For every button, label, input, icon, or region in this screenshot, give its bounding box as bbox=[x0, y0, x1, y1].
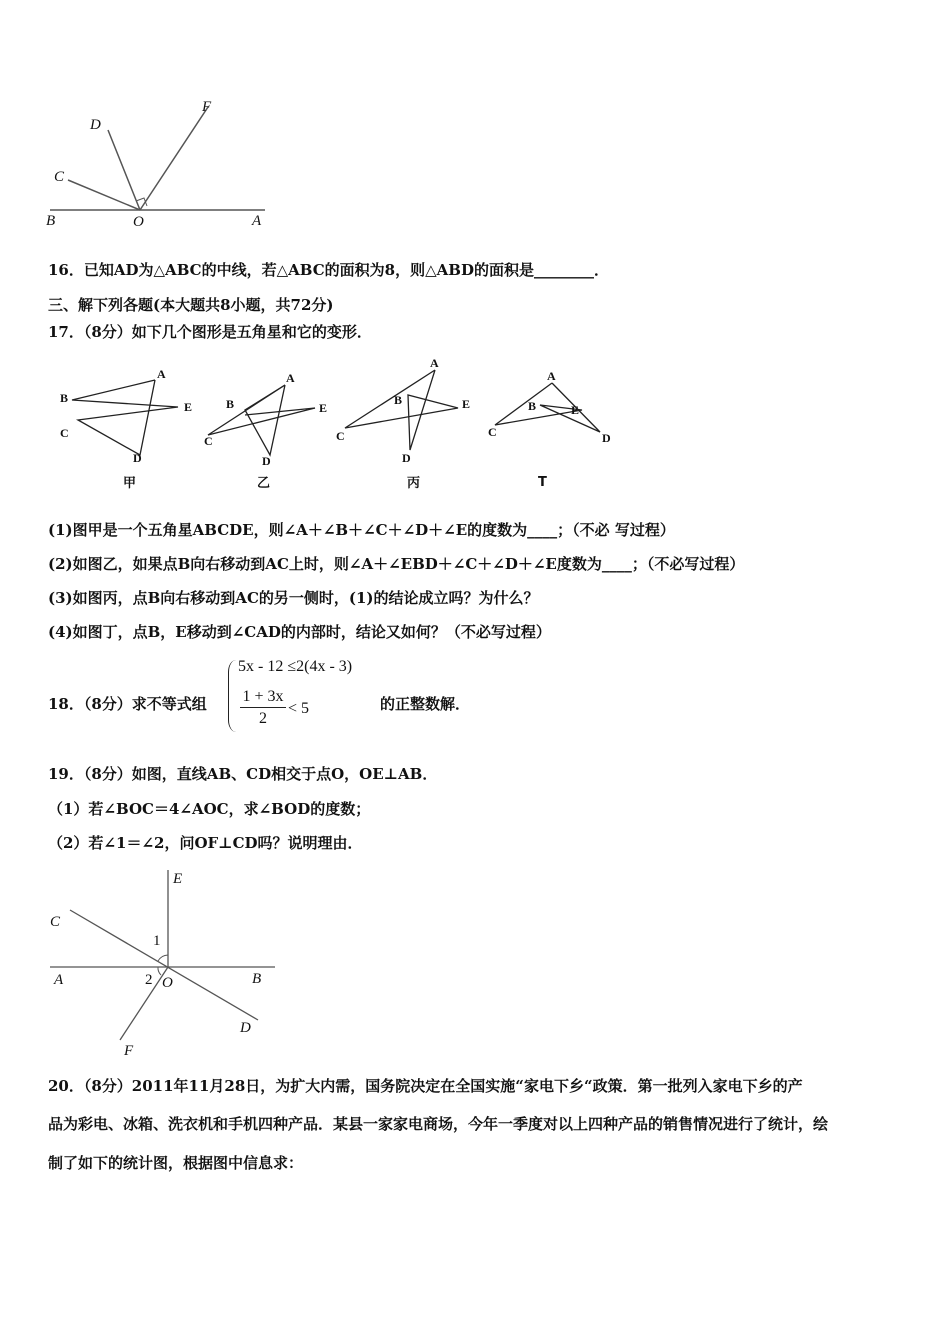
label-f: F bbox=[202, 99, 212, 115]
jia-a: A bbox=[157, 367, 166, 381]
label-b: B bbox=[252, 971, 262, 987]
yi-b: B bbox=[226, 397, 235, 411]
label-a: A bbox=[252, 213, 262, 229]
label-b: B bbox=[46, 213, 56, 229]
bing-b: B bbox=[394, 393, 403, 407]
yi-e: E bbox=[319, 401, 328, 415]
question-17-stem: 17．（8分）如下几个图形是五角星和它的变形． bbox=[48, 323, 372, 341]
question-16: 16．已知AD为△ABC的中线，若△ABC的面积为8，则△ABD的面积是________． bbox=[48, 261, 609, 279]
caption-jia: 甲 bbox=[123, 476, 137, 491]
question-20-line-1: 20．（8分）2011年11月28日，为扩大内需，国务院决定在全国实施“家电下乡“政策．第一批列入家电下乡的产 bbox=[48, 1077, 803, 1095]
inequality-2-relation: < 5 bbox=[288, 700, 310, 717]
caption-yi: 乙 bbox=[257, 476, 271, 491]
caption-bing: 丙 bbox=[407, 476, 421, 491]
label-e: E bbox=[173, 871, 183, 887]
angle-2-arc bbox=[158, 967, 161, 975]
figure-yi bbox=[208, 385, 315, 455]
label-o: O bbox=[162, 975, 173, 991]
ray-of bbox=[120, 967, 168, 1040]
question-20-line-3: 制了如下的统计图，根据图中信息求： bbox=[48, 1154, 304, 1172]
jia-d: D bbox=[133, 451, 142, 465]
line-cd bbox=[70, 910, 258, 1020]
bing-a: A bbox=[430, 356, 439, 370]
yi-a: A bbox=[286, 371, 295, 385]
question-19-part-1: （1）若∠BOC＝4∠AOC，求∠BOD的度数； bbox=[48, 800, 371, 818]
label-f: F bbox=[124, 1043, 134, 1059]
label-d: D bbox=[90, 117, 101, 133]
label-2: 2 bbox=[145, 972, 153, 988]
ding-b: B bbox=[528, 399, 537, 413]
figure-ding bbox=[495, 383, 600, 432]
star-figures bbox=[40, 350, 640, 500]
inequality-1: 5x - 12 ≤2(4x - 3) bbox=[238, 658, 353, 675]
ding-a: A bbox=[547, 369, 556, 383]
fraction-denominator: 2 bbox=[259, 710, 267, 727]
jia-c: C bbox=[60, 426, 69, 440]
ding-d: D bbox=[602, 431, 611, 445]
question-17-part-4: (4)如图丁，点B，E移动到∠CAD的内部时，结论又如何？（不必写过程） bbox=[48, 623, 551, 641]
label-d: D bbox=[240, 1020, 251, 1036]
label-c: C bbox=[50, 914, 61, 930]
ray-of bbox=[140, 107, 208, 210]
question-18-prefix: 18．（8分）求不等式组 bbox=[48, 695, 207, 713]
angle-figure bbox=[40, 95, 280, 235]
intersecting-lines-figure bbox=[40, 862, 290, 1062]
section-heading: 三、解下列各题(本大题共8小题，共72分) bbox=[48, 296, 334, 314]
caption-ding: T bbox=[538, 475, 547, 490]
jia-e: E bbox=[184, 400, 193, 414]
question-17-part-2: (2)如图乙，如果点B向右移动到AC上时，则∠A＋∠EBD＋∠C＋∠D＋∠E度数为____；（不必写过程） bbox=[48, 555, 745, 573]
label-a: A bbox=[54, 972, 64, 988]
label-1: 1 bbox=[153, 933, 161, 949]
yi-c: C bbox=[204, 434, 213, 448]
brace bbox=[228, 660, 237, 732]
question-19-stem: 19．（8分）如图，直线AB、CD相交于点O，OE⊥AB． bbox=[48, 765, 438, 783]
jia-b: B bbox=[60, 391, 69, 405]
fraction-numerator: 1 + 3x bbox=[240, 688, 286, 708]
bing-d: D bbox=[402, 451, 411, 465]
question-19-part-2: （2）若∠1＝∠2，问OF⊥CD吗？说明理由． bbox=[48, 834, 363, 852]
figure-bing bbox=[345, 370, 458, 450]
inequality-system bbox=[228, 656, 378, 734]
figure-jia bbox=[72, 380, 178, 455]
question-20-line-2: 品为彩电、冰箱、洗衣机和手机四种产品．某县一家家电商场，今年一季度对以上四种产品的销售情况进行了统计，绘 bbox=[48, 1115, 829, 1133]
label-o: O bbox=[133, 214, 144, 230]
question-18-suffix: 的正整数解． bbox=[380, 695, 471, 713]
ding-c: C bbox=[488, 425, 497, 439]
yi-d: D bbox=[262, 454, 271, 468]
question-17-part-3: (3)如图丙，点B向右移动到AC的另一侧时，(1)的结论成立吗？为什么？ bbox=[48, 589, 539, 607]
label-c: C bbox=[54, 169, 65, 185]
bing-e: E bbox=[462, 397, 471, 411]
question-17-part-1: (1)图甲是一个五角星ABCDE，则∠A＋∠B＋∠C＋∠D＋∠E的度数为____；（不必 写过程） bbox=[48, 521, 675, 539]
inequality-2-fraction bbox=[240, 688, 286, 728]
bing-c: C bbox=[336, 429, 345, 443]
ding-e: E bbox=[571, 403, 580, 417]
angle-1-arc bbox=[158, 955, 168, 961]
